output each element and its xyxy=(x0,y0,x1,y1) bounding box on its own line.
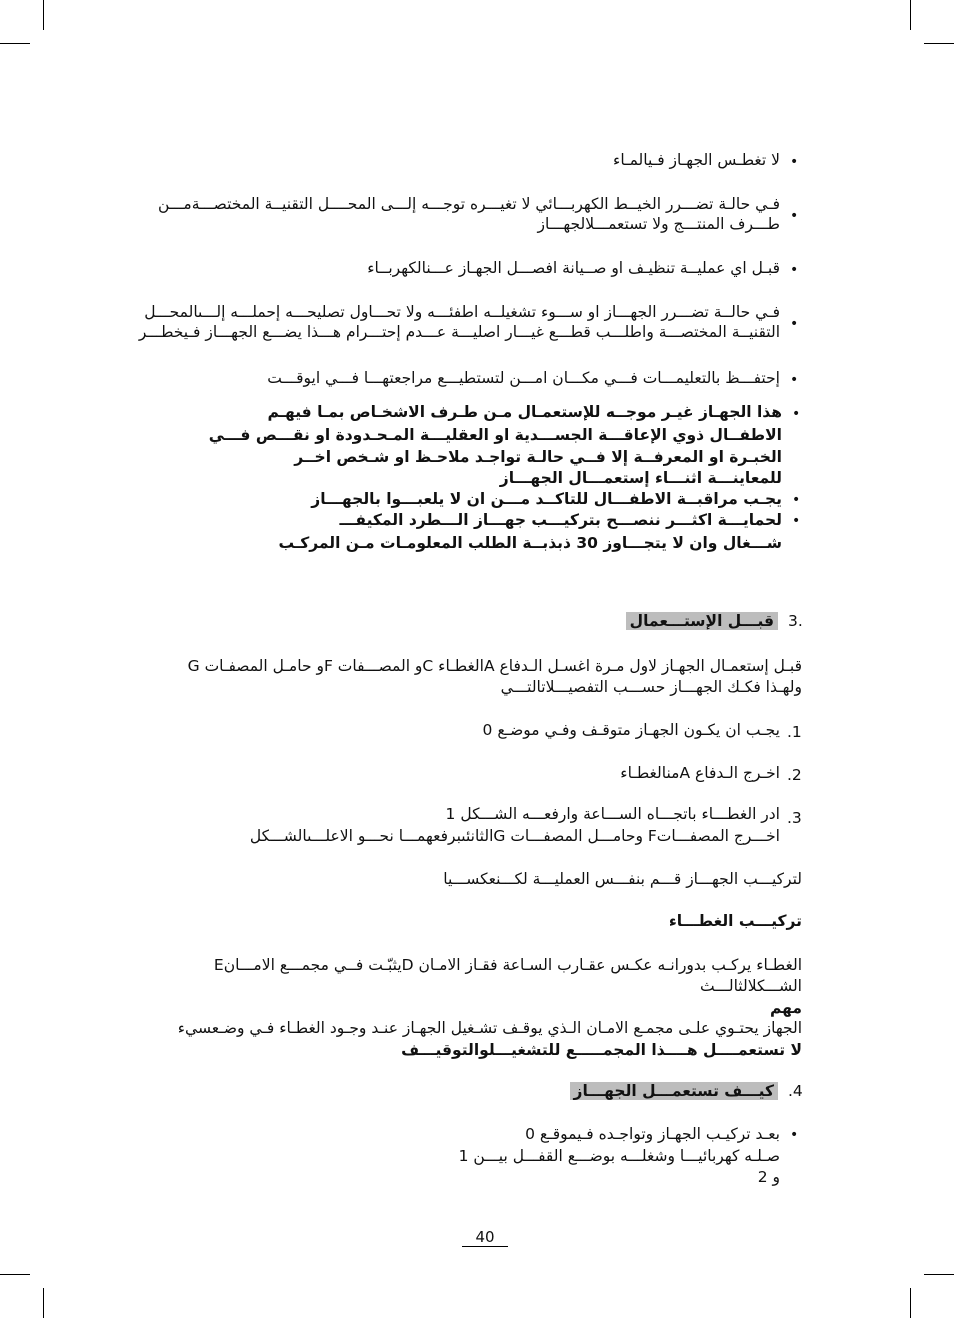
bullet-line: للمعاينـــة اثنـــاء إستعمـــال الجهـــاز xyxy=(499,469,782,487)
section-number: 3. xyxy=(788,612,803,630)
step-number: .1 xyxy=(787,723,802,741)
crop-mark xyxy=(43,0,44,30)
bullet-icon: • xyxy=(790,316,799,332)
bullet-line: هذا الجهـاز غيـر موجــه للإستعمـال مـن طـرف الاشخـاص بمـا فيهـم xyxy=(267,403,782,421)
bullet-icon: • xyxy=(790,262,799,278)
step-number: .2 xyxy=(787,766,802,784)
reassembly-text: لتركيـــب الجهـــاز قـــم بنفـــس العمليـــة لكـــنعكســـيا xyxy=(443,870,802,888)
bullet-icon: • xyxy=(790,154,799,170)
section-title-highlight: كيـــف تستعمـــل الجهـــاز xyxy=(570,1082,778,1100)
paragraph-line: الغطـاء يركـب بدورانـه عكـس عقـارب السـاعة فقـاز الامـان Dيثبّـت فــي مجمـــع الامـــانE xyxy=(213,956,802,974)
bullet-line: صـلـه كهربائيـــا وشغلـــه بوضـــع القفـــل بيـــن 1 xyxy=(458,1147,780,1165)
bullet-line: شـــغال وان لا يتجـــاوز 30 ذبذبــة الطلب المعلومـات مـن المركـب xyxy=(278,534,782,552)
crop-mark xyxy=(43,1288,44,1318)
bullet-line: الخبـرة او المعرفــة إلا فــي حالـة تواجـد ملاحـظ او شـخص اخــر xyxy=(294,448,782,466)
bullet-line: لا تغطـس الجهـاز فـيالمـاء xyxy=(613,151,780,169)
important-text: الجهاز يحتـوي علـى مجمـع الامـان الـذي يوقـف تشـغيل الجهـاز عنـد وجـود الغطـاء فـي وضـعسيء xyxy=(177,1019,802,1037)
bullet-line: فـي حالــة تضـــرر الجهـــاز او ســـوء تشغيلــه اطفئـــه ولا تحـــاول تصليحـــه إحملـــه إلـــىالمحـــل xyxy=(144,303,780,321)
bullet-icon: • xyxy=(792,492,801,508)
section-title xyxy=(570,1081,778,1101)
step-line: اخـرج الـدفاع Aمنالغطـاء xyxy=(620,764,780,782)
bullet-line: بعـد تركيـب الجهـاز وتواجـده فـيموقـع 0 xyxy=(525,1125,780,1143)
warning-text: لا تستعمــــل هــــذا المجمـــــع للتشغيـــلوالتوقيـــف xyxy=(401,1041,802,1059)
bullet-icon: • xyxy=(792,406,801,422)
page-number: 40 xyxy=(462,1228,508,1247)
bullet-icon: • xyxy=(792,513,801,529)
bullet-icon: • xyxy=(790,372,799,388)
step-line: ادر الغطـــاء باتجـــاه الســـاعة وارفعـــه الشـــكل 1 xyxy=(445,805,780,823)
section-title xyxy=(626,611,778,631)
step-number: .3 xyxy=(787,809,802,827)
paragraph-line: الشـــكلالثالـــث xyxy=(700,977,802,995)
crop-mark xyxy=(910,1288,911,1318)
step-line: اخـــرج المصفـــاتF وحامـــل المصفـــات Gالثانئىبرفعهمـــا نحـــو الاعلـــىالشـــكل xyxy=(249,827,780,845)
paragraph-line: قبـل إستعمـال الجهـاز لاول مـرة اغسـل الـدفاع Aالغطـاء Cو المصـــفات Fو حامـل المصفـات G xyxy=(187,657,802,675)
bullet-line: طـــرف المنتـــج ولا تستعمـــلالجهـــاز xyxy=(537,215,780,233)
bullet-line: إحتفـــظ بالتعليمـــات فـــي مكـــان امـــن لتستطيـــع مراجعتهـــا فـــي ايوقـــت xyxy=(267,369,780,387)
bullet-line: لحمايـــة اكثـــر ننصـــح بتركيـــب جهـــاز الـــطرد المكيفـــ xyxy=(339,511,782,529)
bullet-line: فـي حالـة تضـــرر الخيــط الكهربـــائي لا تغيـــره توجـــه إلـــى المحــــل التقنيــة المختصـــةمـــن xyxy=(157,195,780,213)
bullet-icon: • xyxy=(790,1127,799,1143)
bullet-line: قبـل اي عمليــة تنظيـف او صــيانة افصـــل الجهـاز عـــنالكهربــاء xyxy=(367,259,780,277)
section-title-highlight: قبـــل الإستـــعمال xyxy=(626,612,778,630)
crop-mark xyxy=(924,43,954,44)
important-label: مهم xyxy=(770,999,802,1017)
cover-title: تركيـــب الغطـــاء xyxy=(668,912,802,930)
bullet-line: الاطفــال ذوي الإعاقـــة الجســـدية او العقليـــة المـحـدودة او نقـــص فـــي xyxy=(208,426,782,444)
bullet-icon: • xyxy=(790,208,799,224)
crop-mark xyxy=(0,43,30,44)
section-number: .4 xyxy=(788,1082,803,1100)
bullet-line: يجـب مراقبــة الاطفـــال للتاكــد مـــن ان لا يلعبـــوا بالجهـــاز xyxy=(311,490,782,508)
bullet-line: و 2 xyxy=(757,1168,780,1186)
paragraph-line: ولهـذا فكـك الجهـــاز حســـب التفصيـــلاتالتـــي xyxy=(500,678,802,696)
crop-mark xyxy=(0,1274,30,1275)
bullet-line: التقنيــة المختصـــة واطلـــب قطـــع غيـــار اصليـــة عـــدم إحتـــرام هـــذا يضـــع الجهـــاز فـيخطـــر xyxy=(138,323,780,341)
crop-mark xyxy=(910,0,911,30)
crop-mark xyxy=(924,1274,954,1275)
step-line: يجـب ان يكـون الجهـاز متوقـف وفـي موضـع 0 xyxy=(482,721,780,739)
